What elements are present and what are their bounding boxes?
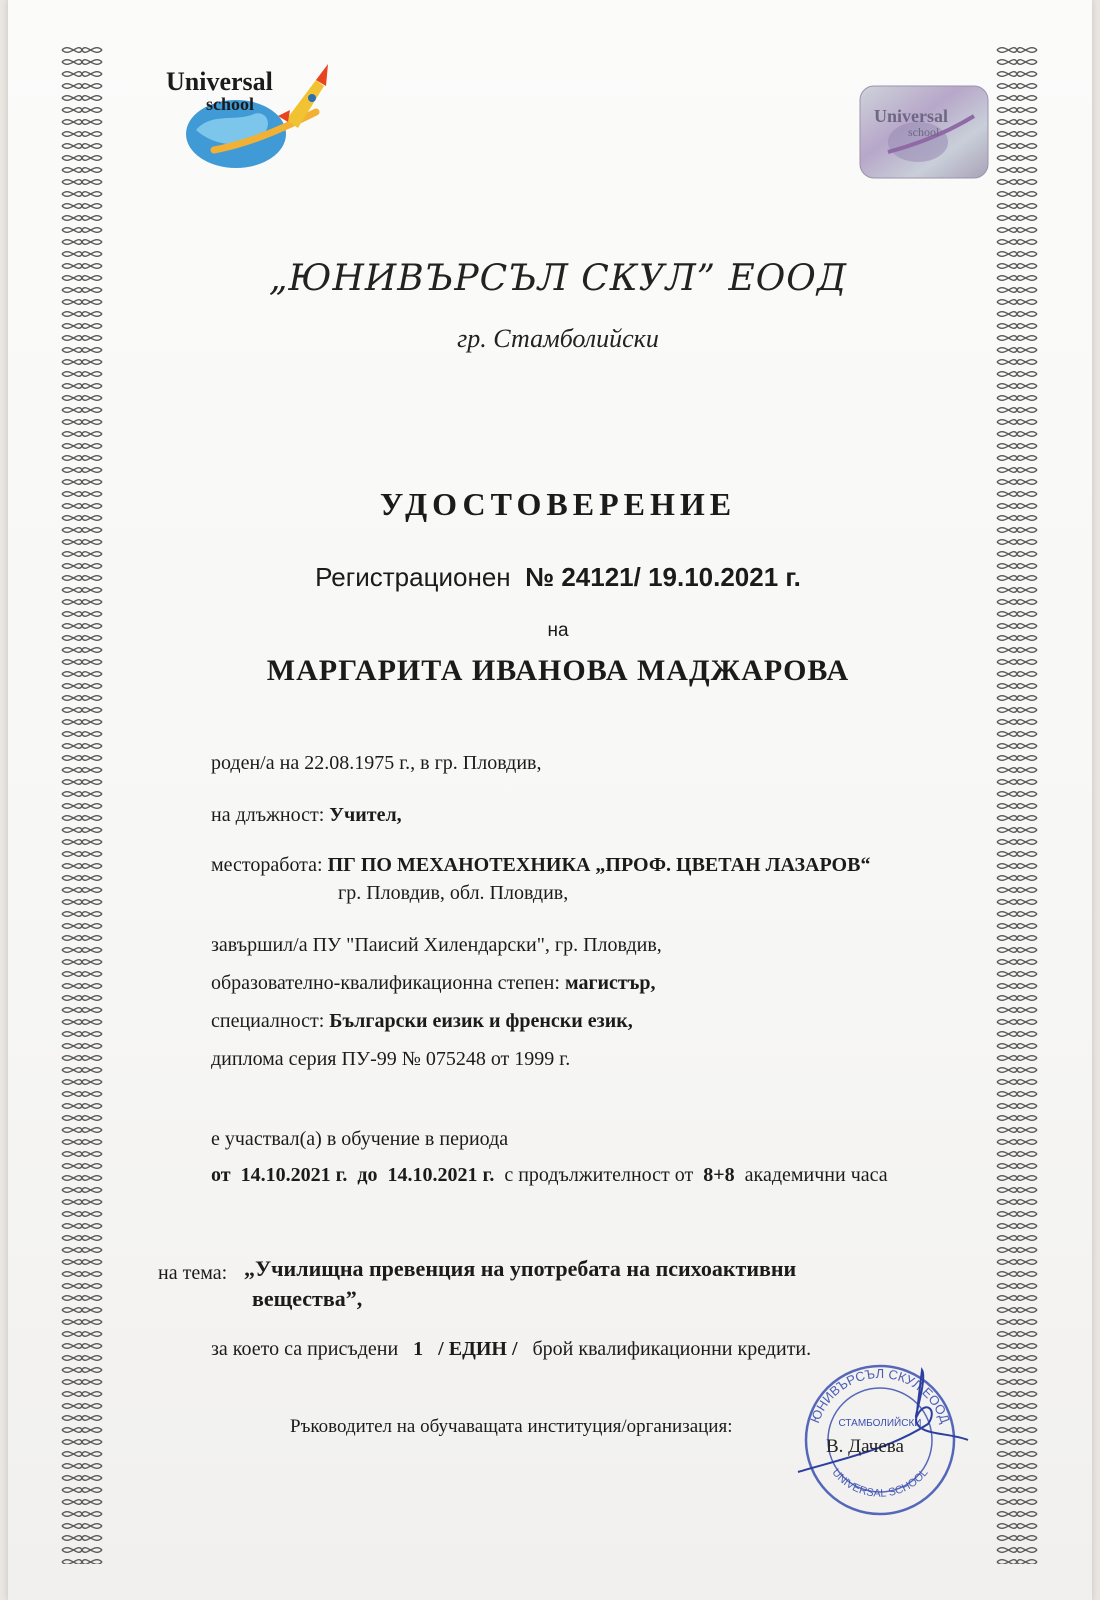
graduated-line: завършил/а ПУ "Паисий Хилендарски", гр. Пловдив, [211, 934, 662, 956]
registration-label: Регистрационен [315, 562, 511, 592]
credits-prefix: за което са присъдени [211, 1338, 399, 1360]
from-label: от [211, 1164, 231, 1186]
stamp-bottom-text: UNIVERSAL SCHOOL [829, 1466, 931, 1500]
topic-line-2: вещества”, [252, 1286, 363, 1311]
logo-text-school: school [206, 94, 255, 114]
to-date: 14.10.2021 г. [387, 1164, 495, 1186]
seal-text-universal: Universal [874, 106, 948, 126]
birth-line: роден/а на 22.08.1975 г., в гр. Пловдив, [211, 752, 542, 774]
degree-label: образователно-квалификационна степен: [211, 972, 560, 994]
degree-value: магистър, [564, 972, 656, 994]
logo-text-universal: Universal [166, 67, 273, 96]
hologram-seal [858, 84, 990, 180]
credits-number: 1 [413, 1338, 424, 1360]
registration-number: № 24121/ 19.10.2021 г. [525, 562, 801, 592]
specialty-value: Български еизик и френски език, [329, 1010, 633, 1032]
stamp-outer-text: ЮНИВЪРСЪЛ СКУЛ ЕООД [807, 1365, 953, 1426]
position-label: на длъжност: [211, 804, 325, 826]
to-label: на [547, 620, 569, 641]
signer-name: В. Дачева [826, 1436, 904, 1457]
credits-line [211, 1338, 811, 1361]
workplace-label: месторабота: [211, 854, 323, 876]
specialty-label: специалност: [211, 1010, 325, 1032]
from-date: 14.10.2021 г. [240, 1164, 348, 1186]
head-label: Ръководител на обучаващата институция/организация: [290, 1416, 733, 1437]
workplace-value: ПГ ПО МЕХАНОТЕХНИКА „ПРОФ. ЦВЕТАН ЛАЗАРОВ“ [327, 854, 871, 876]
company-name: „ЮНИВЪРСЪЛ СКУЛ” ЕООД [268, 258, 848, 299]
specialty-line [211, 1010, 633, 1033]
person-name: МАРГАРИТА ИВАНОВА МАДЖАРОВА [266, 654, 850, 687]
diploma-line: диплома серия ПУ-99 № 075248 от 1999 г. [211, 1048, 571, 1070]
certificate-page [8, 0, 1092, 1600]
training-period-line [211, 1164, 888, 1187]
stamp-inner-text: СТАМБОЛИЙСКИ [838, 1418, 922, 1429]
to-label: до [357, 1164, 378, 1186]
hours-label: академични часа [744, 1164, 888, 1186]
document-title: УДОСТОВЕРЕНИЕ [379, 486, 737, 522]
workplace-city: гр. Пловдив, обл. Пловдив, [338, 882, 569, 904]
registration-line [8, 562, 1100, 593]
topic-line-1: „Училищна превенция на употребата на психоактивни [244, 1256, 797, 1281]
company-city: гр. Стамболийски [457, 324, 659, 353]
seal-text-school: school [908, 125, 940, 139]
duration-label: с продължителност от [504, 1164, 694, 1186]
workplace-line [211, 854, 870, 877]
universal-school-logo [166, 52, 346, 172]
credits-words: / ЕДИН / [438, 1338, 518, 1360]
round-stamp [778, 1340, 978, 1520]
hours-value: 8+8 [703, 1164, 735, 1186]
position-value: Учител, [329, 804, 402, 826]
training-participation: е участвал(а) в обучение в периода [211, 1128, 509, 1150]
degree-line [211, 972, 656, 995]
position-line [211, 804, 402, 827]
credits-suffix: брой квалификационни кредити. [532, 1338, 812, 1360]
topic-label: на тема: [158, 1262, 228, 1284]
